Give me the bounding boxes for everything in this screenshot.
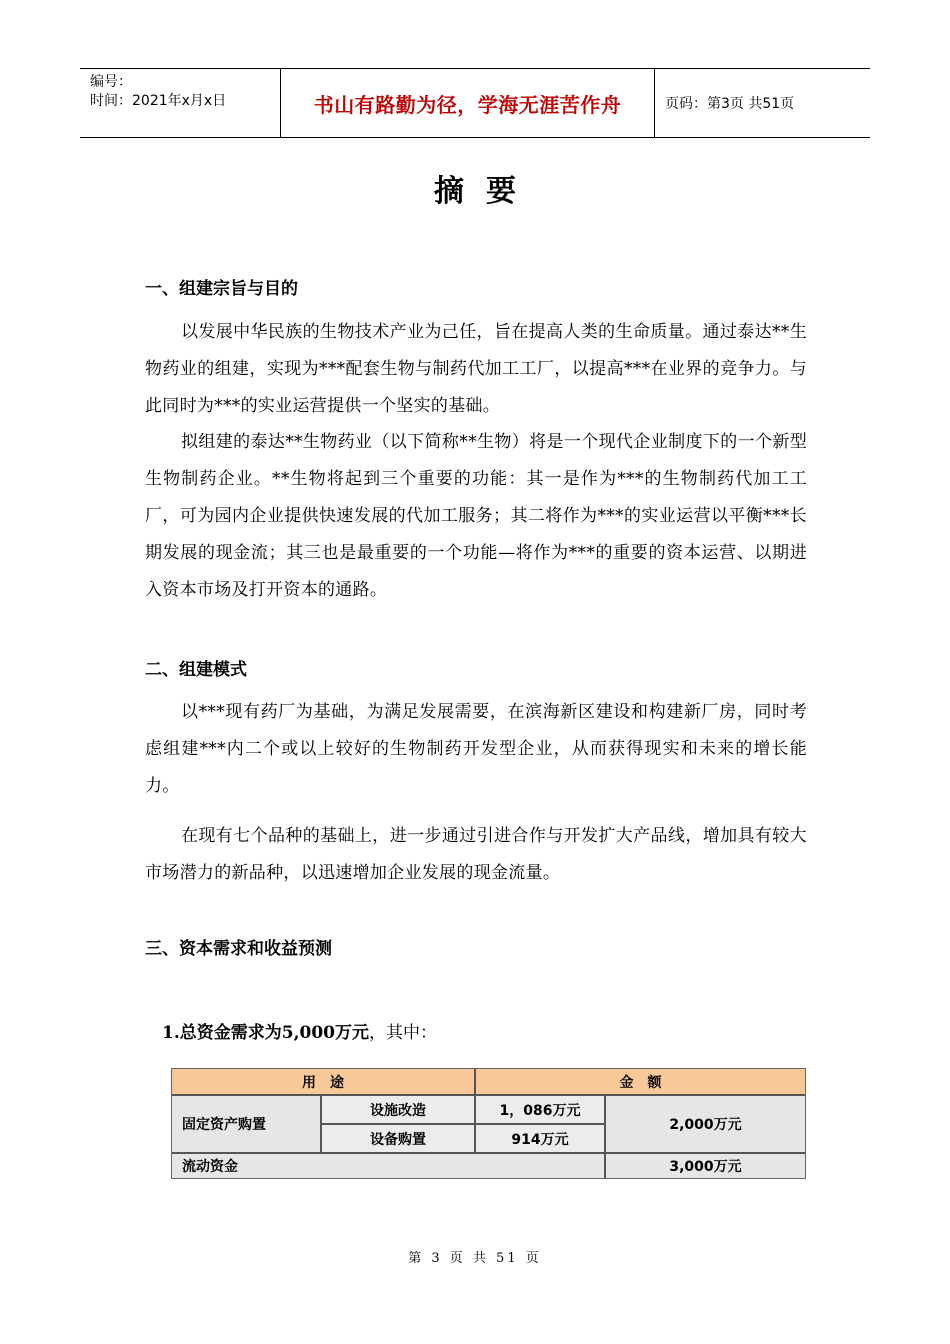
section-2-paragraph-1: 以***现有药厂为基础，为满足发展需要，在滨海新区建设和构建新厂房，同时考虑组建***内二个或以上较好的生物制药开发型企业，从而获得现实和未来的增长能力。 [145, 702, 807, 796]
renovation-amount: 1，086万元 [474, 1096, 604, 1123]
equipment-label: 设备购置 [320, 1123, 474, 1152]
equipment-amount: 914万元 [474, 1123, 604, 1152]
capital-requirement-line [162, 1018, 437, 1043]
header-meta [80, 69, 281, 137]
renovation-label: 设施改造 [320, 1096, 474, 1123]
section-1-paragraph-1: 以发展中华民族的生物技术产业为己任，旨在提高人类的生命质量。通过泰达**生物药业的组建，实现为***配套生物与制药代加工工厂，以提高***在业界的竞争力。与此同时为***的实业运营提供一个坚实的基础。 [145, 322, 807, 416]
working-capital-label: 流动资金 [172, 1152, 604, 1178]
fixed-assets-label: 固定资产购置 [182, 1117, 266, 1133]
header-motto: 书山有路勤为径，学海无涯苦作舟 [281, 69, 655, 137]
document-date: 时间：2021年x月x日 [90, 93, 227, 109]
table-header-amount: 金 额 [474, 1069, 805, 1096]
page-footer: 第 3 页 共 51 页 [408, 1251, 542, 1266]
capital-requirement-total: 1.总资金需求为5,000万元 [162, 1023, 369, 1043]
table-header-use: 用 途 [172, 1069, 474, 1096]
page-header [80, 68, 870, 138]
working-capital-total: 3,000万元 [604, 1152, 805, 1178]
header-page-info: 页码：第3页 共51页 [665, 96, 795, 112]
document-number-label: 编号： [90, 74, 132, 90]
section-heading-3: 三、资本需求和收益预测 [145, 939, 332, 959]
section-heading-2: 二、组建模式 [145, 660, 247, 680]
section-2-paragraph-2: 在现有七个品种的基础上，进一步通过引进合作与开发扩大产品线，增加具有较大市场潜力的新品种，以迅速增加企业发展的现金流量。 [145, 826, 807, 883]
capital-requirement-suffix: ，其中： [368, 1023, 437, 1043]
section-1-paragraph-2: 拟组建的泰达**生物药业（以下简称**生物）将是一个现代企业制度下的一个新型生物制药企业。**生物将起到三个重要的功能：其一是作为***的生物制药代加工工厂，可为园内企业提供快速发展的代加工服务；其二将作为***的实业运营以平衡***长期发展的现金流；其三也是最重要的一个功能—将作为***的重要的资本运营、以期进入资本市场及打开资本的通路。 [145, 432, 807, 600]
section-heading-1: 一、组建宗旨与目的 [145, 279, 298, 299]
capital-table [171, 1068, 806, 1179]
fixed-assets-total: 2,000万元 [604, 1096, 805, 1152]
page-title: 摘要 [434, 174, 538, 209]
